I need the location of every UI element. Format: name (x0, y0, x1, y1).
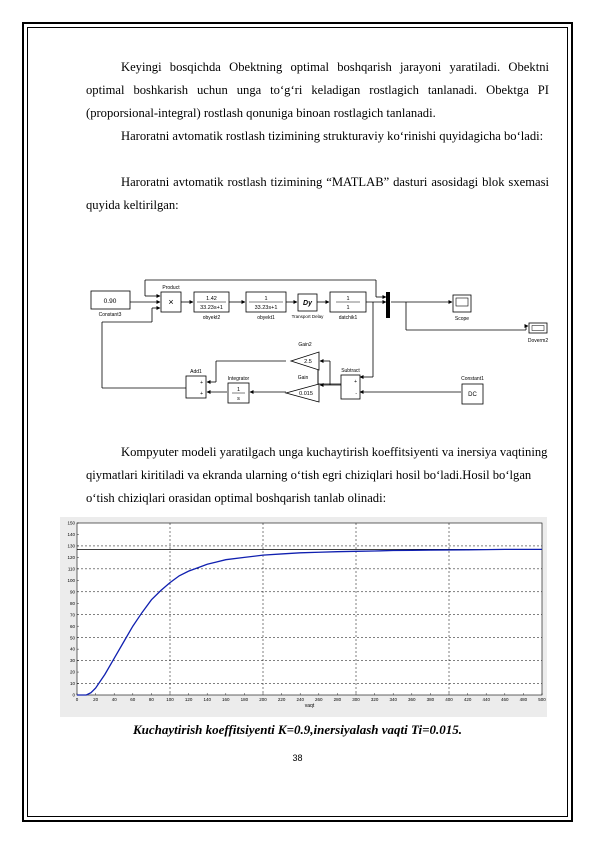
x-tick-label: 100 (166, 697, 174, 702)
svg-text:+: + (200, 380, 203, 386)
product-symbol: × (168, 297, 174, 307)
gain-value: 0.015 (299, 391, 313, 397)
constant3-value: 0.90 (103, 298, 117, 305)
x-tick-label: 320 (370, 697, 379, 702)
integrator-label: Integrator (227, 376, 250, 382)
workspace-block (528, 323, 549, 344)
x-tick-label: 300 (352, 697, 360, 702)
x-tick-label: 60 (130, 697, 136, 702)
product-label: Product (162, 285, 180, 291)
x-tick-label: 360 (408, 697, 416, 702)
gain-label: Gain (297, 375, 309, 381)
simulink-block-diagram (86, 272, 556, 408)
y-tick-label: 40 (69, 646, 75, 652)
x-tick-label: 200 (259, 697, 267, 702)
y-tick-label: 60 (69, 623, 75, 629)
y-tick-label: 110 (67, 566, 75, 572)
x-tick-label: 140 (203, 697, 211, 702)
x-tick-label: 480 (519, 697, 528, 702)
gain2-label: Gain2 (298, 342, 312, 348)
x-tick-label: 40 (111, 697, 117, 702)
delay-symbol: Dy (303, 300, 312, 307)
x-tick-label: 280 (333, 697, 342, 702)
transfer-fcn-obyekt1 (246, 292, 286, 321)
x-tick-label: 220 (277, 697, 286, 702)
mux-bar (386, 292, 390, 318)
svg-text:-: - (355, 391, 357, 397)
integrator-numerator: 1 (236, 387, 241, 393)
tf3-denominator: 1 (346, 305, 350, 311)
x-tick-label: 440 (482, 697, 490, 702)
constant1-value: DC (468, 392, 477, 398)
y-tick-label: 120 (67, 555, 75, 560)
tf3-label: datchik1 (338, 315, 358, 321)
y-tick-label: 70 (69, 612, 75, 618)
x-tick-label: 380 (426, 697, 435, 702)
transient-response-chart (60, 517, 547, 717)
gain2-value: 2.5 (304, 359, 312, 365)
paragraph-optimal-control: Keyingi bosqichda Obektning optimal boshqarish jarayoni yaratiladi. Obektni optimal boshkarish uchun unga to‘g‘ri keladigan rostlagich tanlanadi. Obektga PI (proporsional-integral) rostlash qonuniga binoan rostlagich tanlanadi. (86, 60, 549, 120)
plot-area (77, 523, 542, 695)
transport-delay-block (292, 294, 325, 319)
tf1-label: obyekt1 (257, 315, 275, 321)
x-axis-label: vaqt (304, 703, 315, 709)
y-tick-label: 30 (69, 658, 75, 664)
subtract-label: Subtract (341, 368, 360, 374)
transfer-fcn-obyekt2 (194, 292, 229, 321)
x-tick-label: 460 (501, 697, 509, 702)
integrator-denominator: s (237, 396, 240, 402)
x-tick-label: 340 (389, 697, 397, 702)
x-tick-label: 420 (463, 697, 472, 702)
constant1-label: Constant1 (461, 376, 484, 382)
tf2-numerator: 1.42 (206, 296, 217, 302)
tf2-label: obyekt2 (202, 315, 221, 321)
constant1-block (461, 376, 484, 404)
figure-caption: Kuchaytirish koeffitsiyenti K=0.9,inersiyalash vaqti Ti=0.015. (133, 722, 462, 737)
x-tick-label: 160 (222, 697, 230, 702)
x-tick-label: 20 (93, 697, 99, 702)
add1-label: Add1 (190, 369, 202, 375)
y-tick-label: 150 (67, 520, 75, 526)
paragraph-structure: Haroratni avtomatik rostlash tizimining strukturaviy ko‘rinishi quyidagicha bo‘ladi: (121, 129, 544, 143)
x-tick-label: 400 (445, 697, 453, 702)
page-number: 38 (292, 753, 303, 763)
x-tick-label: 260 (315, 697, 323, 702)
delay-label: Transport Delay (291, 314, 324, 319)
gain-block (286, 375, 319, 402)
tf2-denominator: 33.23s+1 (200, 305, 223, 311)
y-tick-label: 130 (67, 543, 75, 549)
y-tick-label: 140 (67, 532, 75, 538)
paragraph-computer-model: Kompyuter modeli yaratilgach unga kuchaytirish koeffitsiyenti va inersiya vaqtining qiymatlari kiritiladi va ekranda ularning o‘tish egri chiziqlari hosil bo‘ladi.Hosil bo‘lgan o‘tish chiziqlari orasidan optimal boshqarish tanlab olinadi: (86, 445, 548, 505)
y-tick-label: 90 (69, 589, 75, 595)
paragraph-matlab-scheme: Haroratni avtomatik rostlash tizimining “MATLAB” dasturi asosidagi blok sxemasi quyida keltirilgan: (86, 175, 549, 212)
x-tick-label: 180 (240, 697, 249, 702)
integrator-block (228, 376, 250, 403)
product-block (161, 285, 181, 312)
y-tick-label: 100 (67, 577, 75, 583)
svg-text:+: + (354, 379, 357, 385)
scope-label: Scope (454, 316, 470, 322)
tf1-denominator: 33.23s+1 (254, 305, 278, 311)
subtract-block (341, 368, 360, 399)
constant3-block (91, 291, 130, 318)
y-tick-label: 50 (69, 635, 75, 641)
x-tick-label: 80 (148, 697, 154, 702)
transfer-fcn-datchik (330, 292, 366, 321)
constant3-label: Constant3 (98, 312, 122, 318)
y-tick-label: 10 (69, 681, 75, 687)
svg-text:+: + (200, 391, 203, 397)
y-tick-label: 0 (72, 692, 75, 698)
tf3-numerator: 1 (346, 296, 350, 302)
tf1-numerator: 1 (264, 296, 268, 302)
y-tick-label: 80 (69, 600, 75, 606)
y-tick-label: 20 (69, 669, 75, 675)
x-tick-label: 120 (184, 697, 193, 702)
x-tick-label: 500 (538, 697, 546, 702)
x-tick-label: 240 (296, 697, 304, 702)
add1-block (186, 369, 206, 398)
x-tick-label: 0 (75, 697, 79, 702)
workspace-label: Doverm2 (527, 338, 549, 344)
scope-block (453, 295, 471, 322)
gain2-block (291, 342, 319, 370)
